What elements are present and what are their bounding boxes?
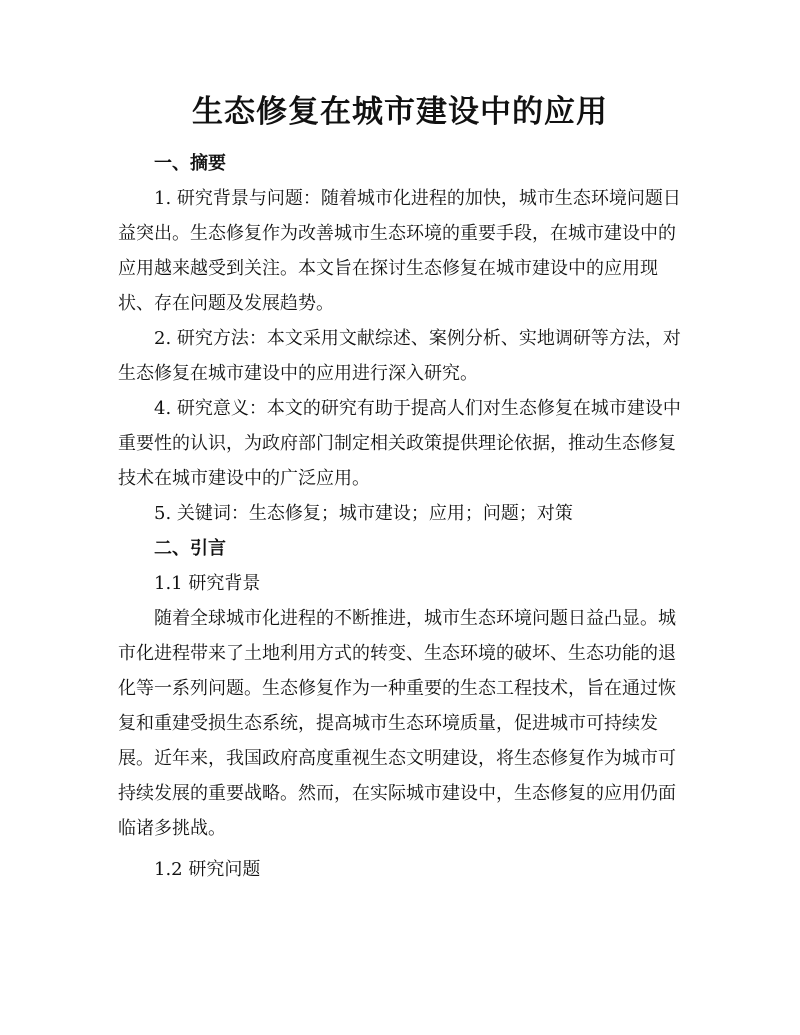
- intro-heading: 二、引言: [154, 538, 226, 559]
- abstract-item-method: 2. 研究方法：本文采用文献综述、案例分析、实地调研等方法，对生态修复在城市建设中的应用进行深入研究。: [118, 328, 681, 384]
- abstract-heading: 一、摘要: [154, 153, 226, 174]
- abstract-item-background: 1. 研究背景与问题：随着城市化进程的加快，城市生态环境问题日益突出。生态修复作为改善城市生态环境的重要手段，在城市建设中的应用越来越受到关注。本文旨在探讨生态修复在城市建设中的应用现状、存在问题及发展趋势。: [118, 188, 681, 314]
- abstract-item-significance: 4. 研究意义：本文的研究有助于提高人们对生态修复在城市建设中重要性的认识，为政府部门制定相关政策提供理论依据，推动生态修复技术在城市建设中的广泛应用。: [118, 398, 681, 489]
- subheading-research-background: 1.1 研究背景: [154, 573, 261, 594]
- document-body: [118, 146, 684, 887]
- paragraph-research-background: 随着全球城市化进程的不断推进，城市生态环境问题日益凸显。城市化进程带来了土地利用方式的转变、生态环境的破坏、生态功能的退化等一系列问题。生态修复作为一种重要的生态工程技术，旨在通过恢复和重建受损生态系统，提高城市生态环境质量，促进城市可持续发展。近年来，我国政府高度重视生态文明建设，将生态修复作为城市可持续发展的重要战略。然而，在实际城市建设中，生态修复的应用仍面临诸多挑战。: [118, 608, 676, 839]
- document-title: 生态修复在城市建设中的应用: [192, 94, 608, 130]
- abstract-item-keywords: 5. 关键词：生态修复；城市建设；应用；问题；对策: [154, 503, 573, 524]
- subheading-research-question: 1.2 研究问题: [154, 859, 261, 880]
